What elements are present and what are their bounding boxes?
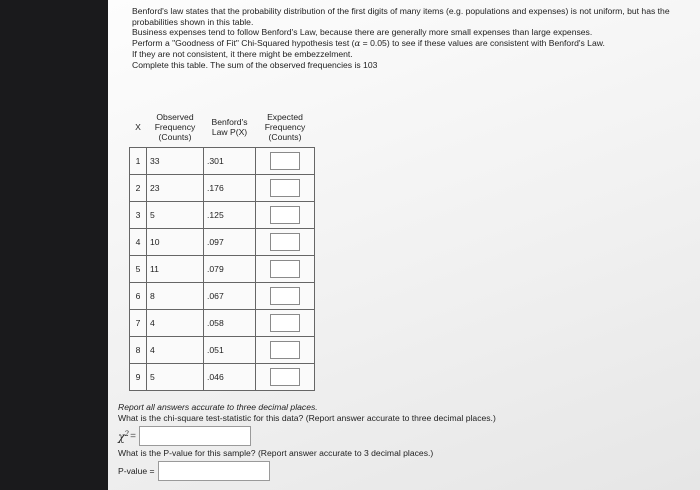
cell-expected — [256, 337, 315, 364]
equals-sign: = — [130, 430, 136, 442]
cell-probability: .058 — [204, 310, 256, 337]
header-expected: Expected Frequency (Counts) — [264, 112, 306, 142]
table-header-row — [130, 107, 315, 148]
pvalue-question: What is the P-value for this sample? (Report answer accurate to 3 decimal places.) — [118, 448, 434, 458]
precision-note: Report all answers accurate to three decimal places. — [118, 402, 318, 412]
cell-x: 4 — [130, 229, 147, 256]
cell-observed: 23 — [147, 175, 204, 202]
intro-line-3-alpha: = 0.05) to see if these values are consistent with Benford's Law. — [360, 37, 605, 48]
cell-observed: 10 — [147, 229, 204, 256]
problem-statement — [132, 6, 692, 71]
cell-probability: .079 — [204, 256, 256, 283]
expected-input-5[interactable] — [270, 260, 300, 278]
intro-line-4: If they are not consistent, it there might be embezzelment. — [132, 49, 353, 60]
pvalue-answer-row — [118, 459, 688, 483]
cell-x: 7 — [130, 310, 147, 337]
answer-section — [118, 402, 688, 483]
chi-square-answer-row — [118, 424, 688, 448]
cell-observed: 5 — [147, 202, 204, 229]
header-x: X — [135, 122, 141, 132]
cell-expected — [256, 310, 315, 337]
table-row — [130, 202, 315, 229]
cell-probability: .301 — [204, 148, 256, 175]
table-row — [130, 283, 315, 310]
chi-exponent: 2 — [124, 430, 130, 439]
benford-table — [129, 107, 315, 391]
cell-expected — [256, 283, 315, 310]
chi-square-input[interactable] — [139, 426, 251, 446]
cell-expected — [256, 175, 315, 202]
cell-expected — [256, 256, 315, 283]
expected-input-6[interactable] — [270, 287, 300, 305]
intro-line-3-pre: Perform a "Goodness of Fit" Chi-Squared hypothesis test ( — [132, 37, 355, 48]
cell-expected — [256, 202, 315, 229]
expected-input-1[interactable] — [270, 152, 300, 170]
table-row — [130, 148, 315, 175]
intro-line-5: Complete this table. The sum of the observed frequencies is 103 — [132, 59, 378, 70]
chi-symbol: χ — [118, 430, 125, 444]
cell-probability: .125 — [204, 202, 256, 229]
table-row — [130, 364, 315, 391]
table-row — [130, 229, 315, 256]
cell-probability: .046 — [204, 364, 256, 391]
cell-probability: .051 — [204, 337, 256, 364]
pvalue-label: P-value = — [118, 465, 155, 476]
pvalue-input[interactable] — [158, 461, 270, 481]
cell-x: 9 — [130, 364, 147, 391]
cell-observed: 33 — [147, 148, 204, 175]
header-benford: Benford's Law P(X) — [211, 117, 248, 137]
expected-input-8[interactable] — [270, 341, 300, 359]
cell-probability: .176 — [204, 175, 256, 202]
cell-expected — [256, 148, 315, 175]
cell-probability: .067 — [204, 283, 256, 310]
expected-input-4[interactable] — [270, 233, 300, 251]
expected-input-3[interactable] — [270, 206, 300, 224]
cell-x: 5 — [130, 256, 147, 283]
worksheet-page — [108, 0, 700, 490]
cell-observed: 4 — [147, 310, 204, 337]
table-row — [130, 310, 315, 337]
intro-line-1: Benford's law states that the probability distribution of the first digits of many items (e.g. populations and expenses) is not uniform, but has the probabilities shown in this table. — [132, 6, 670, 27]
table-row — [130, 175, 315, 202]
table-row — [130, 256, 315, 283]
chi-square-label — [118, 429, 129, 443]
cell-x: 8 — [130, 337, 147, 364]
alpha-symbol: α — [354, 38, 361, 49]
cell-expected — [256, 229, 315, 256]
expected-input-9[interactable] — [270, 368, 300, 386]
chi-square-question: What is the chi-square test-statistic for this data? (Report answer accurate to three decimal places.) — [118, 413, 496, 423]
cell-observed: 5 — [147, 364, 204, 391]
cell-observed: 11 — [147, 256, 204, 283]
cell-x: 3 — [130, 202, 147, 229]
header-observed: Observed Frequency (Counts) — [154, 112, 196, 142]
cell-probability: .097 — [204, 229, 256, 256]
cell-x: 2 — [130, 175, 147, 202]
intro-line-2: Business expenses tend to follow Benford's Law, because there are generally more small expenses than large expenses. — [132, 27, 593, 38]
cell-x: 1 — [130, 148, 147, 175]
cell-observed: 4 — [147, 337, 204, 364]
expected-input-7[interactable] — [270, 314, 300, 332]
cell-expected — [256, 364, 315, 391]
cell-observed: 8 — [147, 283, 204, 310]
cell-x: 6 — [130, 283, 147, 310]
intro-line-3 — [132, 38, 692, 50]
expected-input-2[interactable] — [270, 179, 300, 197]
table-row — [130, 337, 315, 364]
